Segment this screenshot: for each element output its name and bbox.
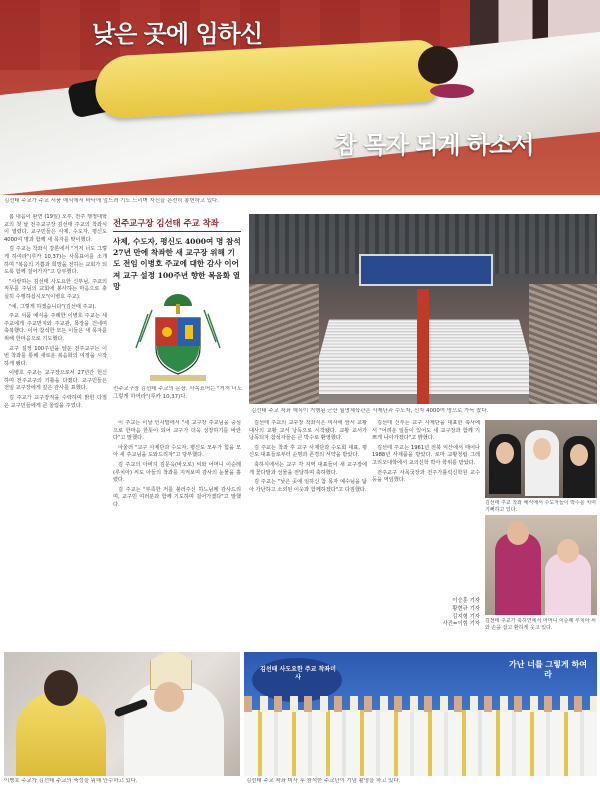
paragraph: 김 주교는 착좌 후 교구 사제단과 수도회 대표, 평신도 대표들로부터 순명과 존경의 서약을 받았다.: [249, 444, 367, 459]
paragraph: 김선태 주교의 교구장 착좌식은 미사에 앞서 교황대사의 교황 교서 낭독으로 시작됐다. 교황 교서가 낭독되자 참석자들은 큰 박수로 환영했다.: [249, 420, 367, 442]
headline-bottom: 참 목자 되게 하소서: [334, 130, 534, 159]
coat-of-arms-icon: [130, 292, 226, 382]
banner-text: 김선태 사도요한 주교 착좌미사: [260, 666, 336, 681]
byline-name: 황현규 기자: [452, 605, 480, 612]
article-col-4: [372, 420, 480, 590]
paragraph: 이병호 주교는 교구장으로서 27년간 헌신하며 전주교구의 기틀을 다졌다. 교구민들은 전임 교구장에게 깊은 감사를 표했다.: [4, 370, 107, 392]
ordination-photo: [4, 652, 240, 776]
hero-caption: 김선태 주교가 주교 서품 예식에서 바닥에 엎드려 기도 드리며 자신을 온전히 봉헌하고 있다.: [4, 198, 219, 204]
article-col-2: [113, 420, 241, 648]
sidebar-lead: 사제, 수도자, 평신도 4000여 명 참석 27년 만에 착좌한 새 교구장 위해 기도 전임 이병호 주교에 대한 감사 이어져 교구 설정 100주년 향한 복음화 열망: [113, 237, 241, 291]
paragraph: 축하식에서는 교구 각 지역 대표들이 새 교구장에게 꽃다발과 선물을 전달하며 축하했다.: [249, 461, 367, 476]
paragraph: 아울러 "교구 사제단과 수도자, 평신도 모두가 힘을 모아 새 주교님을 도와드리자"고 당부했다.: [113, 444, 241, 459]
zucchetto: [430, 84, 474, 98]
byline-name: 사진=이힘 기자: [442, 621, 480, 628]
paragraph: 이 주교는 이날 인사말에서 "새 교구장 주교님을 중심으로 한마음 한뜻이 되어 교구가 더욱 성장하기를 바란다"고 말했다.: [113, 420, 241, 442]
bishop-mother-caption: 김선태 주교가 축하연에서 어머니 이순례 루치아 씨와 손을 잡고 환하게 웃고 있다.: [485, 618, 596, 631]
nuns-photo: [485, 420, 597, 498]
paragraph: 주교 서품 예식을 주례한 이병호 주교는 새 주교에게 주교반지와 주교관, 목장을 건네며 축복했다. 이어 참석한 모든 이들은 새 목자를 위해 한마음으로 기도했다.: [4, 313, 107, 342]
paragraph: 김 주교의 아버지 김문옥(바오로) 씨와 어머니 이순례(루치아) 씨도 아들의 착좌를 지켜보며 감사의 눈물을 흘렸다.: [113, 461, 241, 484]
article-col-3: [249, 420, 367, 648]
paragraph: 봄 내음이 완연 (19일) 오후, 전주 행정대학교의 첫 날 전주교구장 김선태 주교의 착좌식이 열렸다. 교구민들은 사제, 수도자, 평신도 4000여 명과 함께 새 목자를 맞이했다.: [4, 214, 107, 243]
paragraph: 김선태 신부는 교구 사제단을 대표한 축사에서 "어려운 일들이 있어도 새 교구장과 함께 기쁘게 나아가겠다"고 밝혔다.: [372, 420, 480, 442]
paragraph: 교구 설정 100주년을 앞둔 전주교구는 이번 착좌를 통해 새로운 복음화의 여정을 시작하게 됐다.: [4, 345, 107, 367]
bishop-mother-photo: [485, 515, 597, 615]
paragraph: "예, 그렇게 하겠습니다"(김선태 주교).: [9, 303, 97, 310]
banner-sub: 가난 너를 그렇게 하여라: [509, 660, 587, 679]
bishop-head: [418, 46, 458, 84]
stadium-photo: [249, 214, 597, 404]
byline-name: 김지형 기자: [452, 613, 480, 620]
paragraph: 김 주교가 교구장직을 수락하며 밝힌 다짐은 교구민들에게 큰 울림을 주었다.: [4, 395, 107, 409]
group-photo: [244, 652, 597, 776]
byline-name: 이승훈 기자: [452, 598, 480, 604]
paragraph: "사랑하는 김선태 사도요한 신부님, 주교의 직무를 주님의 교회에 봉사하는 마음으로 충실히 수행하십시오"(이병호 주교).: [4, 278, 107, 300]
headline-top: 낮은 곳에 임하신: [92, 19, 262, 48]
paragraph: 김선태 주교는 1961년 전북 익산에서 태어나 1988년 사제품을 받았다. 로마 교황청립 그레고리오대학에서 교의신학 박사 학위를 받았다.: [372, 444, 480, 466]
crest-caption: 전주교구장 김선태 주교의 문장. 사목표어는 "거저 너도 그렇게 하여라"(루카 10,37)다.: [113, 386, 243, 400]
stadium-caption: 김선태 주교 착좌 예식이 거행된 군산 월명체육관은 사제단과 수도자, 신자 4000여 명으로 가득 찼다.: [251, 408, 489, 414]
byline: [372, 598, 480, 629]
article-col-1: [4, 214, 107, 614]
paragraph: 전주교구 사목국장과 전주가톨릭신학원 교수 등을 역임했다.: [372, 469, 480, 484]
sidebar-title: 전주교구장 김선태 주교 착좌: [113, 218, 241, 232]
group-caption: 김선태 주교 착좌 미사 후 참석한 주교단이 기념 촬영을 하고 있다.: [246, 778, 401, 784]
paragraph: 김 주교는 "부족한 저를 불러주신 하느님께 감사드리며, 교구민 여러분과 함께 기도하며 걸어가겠다"고 말했다.: [113, 486, 241, 508]
paragraph: 김 주교는 "낮은 곳에 임하신 참 목자 예수님을 닮아 가난하고 소외된 이웃과 함께하겠다"고 다짐했다.: [249, 479, 367, 493]
ordination-caption: 이병호 주교가 김선태 주교의 축성을 위해 안수하고 있다.: [4, 778, 138, 784]
paragraph: 김 주교는 착좌식 강론에서 "거저 너도 그렇게 하여라"(루카 10,37)는 사목표어를 소개하며 "복음의 기쁨과 희망을 전하는 교회가 되도록 함께 걸어가자"고 당부했다.: [4, 246, 107, 276]
hero-photo: [0, 0, 600, 195]
nuns-caption: 김선태 주교 착좌 예식에서 수도자들이 박수를 치며 기뻐하고 있다.: [485, 500, 596, 513]
